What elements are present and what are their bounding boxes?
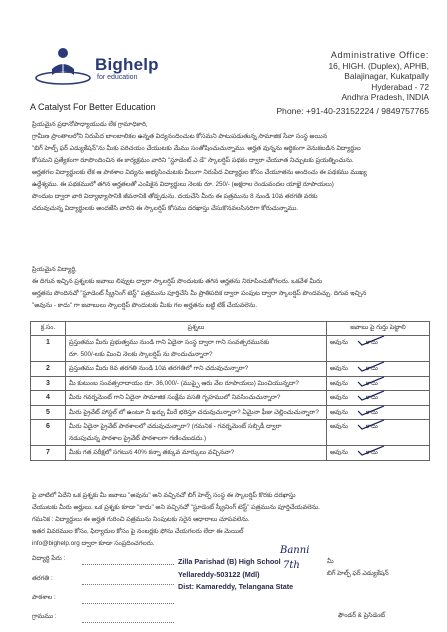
no-option[interactable]: [366, 447, 378, 459]
office-address: [219, 50, 429, 103]
text-line: అర్హతను పొందినచో "స్టూడెంట్ స్క్రీనింగ్ టెస్ట్" పత్రమును పూర్తిచేసి మీ ప్రాతిపదిక ద్వారా పంపుట ద్వారా స్కాలర్షిప్ పొందవచ్చు. దిగువ ఇచ్చిన: [32, 290, 367, 297]
question-line: ప్రస్తుతము మీరు ప్రభుత్వము నుండి గాని ఏదైనా సంస్థ ద్వారా గాని సంవత్సరమునకు: [69, 339, 270, 346]
phone-numbers: Phone: +91-40-23152224 / 9849757765: [276, 106, 429, 116]
answer-cell[interactable]: [327, 446, 430, 461]
yes-option[interactable]: అవును: [330, 339, 348, 346]
no-label: కాదు: [365, 339, 378, 346]
question-cell: [66, 362, 327, 377]
address-line: Balajinagar, Kukatpally: [344, 71, 429, 82]
row-number: 4: [31, 391, 66, 406]
tick-mark-icon: [357, 444, 385, 456]
row-number: 6: [31, 420, 66, 446]
stamp-line: Yellareddy-503122 (Mdl): [178, 569, 260, 579]
text-line: ఇతర వివరముల కోసం, ఫిర్యాదుల కోసం పై నంబర్లకు ఫోను చేయగలరు లేదా ఈ మెయిల్: [32, 528, 244, 535]
no-option[interactable]: [366, 363, 378, 375]
address-line: 16, HIGH. (Duplex), APHB,: [328, 60, 429, 71]
text-line: ప్రియమైన ప్రధానోపాధ్యాయుడు లేక గ్రామాధికారి,: [32, 121, 148, 128]
school-stamp: [178, 556, 293, 594]
text-line: గ్రామీణ ప్రాంతాలలోని నిరుపేద బాలబాలికల ఉన్నత విద్యనందించుట కోసమని పాటుపడుతున్న సామాజిక సేవా సంస్థ అయిన: [32, 133, 328, 140]
address-line: Hyderabad - 72: [371, 81, 429, 92]
text-line: అర్హతగల విద్యార్థులకు లేక ఆ పాఠశాల విద్యను అభ్యసించుటకు వీలుగా నిరుపేద విద్యార్థుల కోసం చేయూతను అందించు ఈ పథకము ముఖ్య: [32, 169, 367, 176]
school-line[interactable]: [82, 603, 174, 604]
question-line: నడుపుచున్న పాఠశాల ప్రైవేట్ పాఠశాలగా గణించబడదు.): [69, 434, 207, 442]
answer-cell[interactable]: [327, 420, 430, 446]
text-line: ప్రియమైన విద్యార్థి,: [32, 266, 77, 273]
text-line: info@bighelp.org ద్వారా కూడా సంప్రదించగలరు.: [32, 540, 155, 547]
closing-paragraph: [32, 490, 427, 550]
eligibility-table: [30, 321, 430, 461]
no-option[interactable]: [366, 392, 378, 404]
col-questions: ప్రశ్నలు: [66, 322, 327, 336]
no-label: కాదు: [365, 394, 378, 401]
brand-subtitle: for education: [97, 74, 138, 81]
question-cell: [66, 405, 327, 420]
no-label: కాదు: [365, 408, 378, 416]
col-answer: జవాబు పై గుర్తు పెట్టాలి: [327, 322, 430, 336]
brand-name: Bighelp: [95, 55, 159, 74]
question-line: మీరు గవర్నమెంట్ గాని ఏదైనా సామాజిక సంక్షేమ వసతి గృహములో నివసించుచున్నారా?: [69, 394, 281, 401]
yes-option[interactable]: అవును: [330, 394, 348, 401]
question-line: ప్రస్తుతము మీరు 8వ తరగతి నుండి 10వ తరగతిలో గాని చదువుచున్నారా?: [69, 365, 249, 372]
village-line[interactable]: [82, 622, 174, 623]
class-label: తరగతి :: [32, 575, 53, 582]
no-option[interactable]: [366, 407, 378, 419]
stamp-line: Zilla Parishad (B) High School: [178, 557, 281, 566]
question-cell: [66, 420, 327, 446]
school-label: పాఠశాల :: [32, 594, 56, 601]
question-line: మీకు గత పరీక్షలో సగటున 40% కన్నా తక్కువ మార్కులు వచ్చినవా?: [69, 449, 235, 456]
row-number: 3: [31, 376, 66, 391]
yes-option[interactable]: అవును: [330, 379, 348, 387]
text-line: ఉద్దేశ్యము. ఈ పథకములో తగిన అర్హతలతో ఎంపికైన విద్యార్థులు నెలకు రూ. 250/- (అక్షరాల రెండువందల యాభై రూపాయలు): [32, 181, 334, 188]
row-number: 2: [31, 362, 66, 377]
handwritten-name: Banni: [280, 545, 310, 556]
tick-mark-icon: [357, 360, 385, 372]
tick-mark-icon: [357, 375, 385, 387]
no-option[interactable]: [366, 337, 378, 349]
question-line: రూ. 500/-లకు మించి నెలకు స్కాలర్షిప్ ను పొందుచున్నారా?: [69, 350, 213, 358]
sign-line: బిగ్ హెల్ప్ ఫర్ ఎడ్యుకేషన్: [327, 570, 389, 577]
address-line: Andhra Pradesh, INDIA: [341, 92, 429, 103]
no-label: కాదు: [365, 449, 378, 456]
bighelp-logo-icon: [34, 45, 92, 85]
handwritten-class: 7th: [283, 560, 300, 571]
text-line: గమనిక : విద్యార్థులు ఈ అర్హత గురించి పత్రమును నింపుటకు సరైన ఆధారాలు చూపవలెను.: [32, 516, 250, 523]
text-line: చదువుచున్న విద్యార్థులకు అందజేసి వారిని ఈ స్కాలర్షిప్ కోసము దరఖాస్తు చేసుకొనవలసినదిగా కోరుచున్నాము.: [32, 205, 299, 212]
no-label: కాదు: [365, 423, 378, 430]
table-row: [31, 446, 430, 461]
tick-mark-icon: [357, 404, 385, 416]
tick-mark-icon: [357, 334, 385, 346]
question-line: మీ కుటుంబ సంవత్సరాదాయం రూ. 36,000/- (ముప్పై ఆరు వేల రూపాయలు) మించియున్నదా?: [69, 379, 299, 387]
student-paragraph: [32, 264, 427, 312]
row-number: 5: [31, 405, 66, 420]
question-line: మీరు ప్రైవేట్ హాస్టల్ లో ఉంటూ నీ ఖర్చు మీరే భరిస్తూ చదువుచున్నారా? ఏమైనా ఫీజు చెల్లించుచున్నారా?: [69, 408, 319, 416]
table-row: [31, 336, 430, 362]
no-label: కాదు: [365, 379, 378, 387]
tick-mark-icon: [357, 418, 385, 430]
text-line: "బిగ్ హెల్ప్ ఫర్ ఎడ్యుకేషన్"ను మీకు పరిచయం చేయుటకు మేము సంతోషించుచున్నాము. అర్హత వున్నను ఆర్థికంగా వెనుకబడిన విద్యార్థుల: [32, 145, 361, 152]
text-line: పై వాటిలో ఏదేని ఒక ప్రశ్నకు మీ జవాబు "అవును" అని వచ్చినచో బిగ్ హెల్ప్ సంస్థ ఈ స్కాలర్షిప్ కొరకు దరఖాస్తు: [32, 492, 296, 499]
question-cell: [66, 391, 327, 406]
class-line[interactable]: [82, 584, 174, 585]
sign-line: మీ: [327, 558, 334, 565]
yes-option[interactable]: అవును: [330, 408, 348, 416]
question-cell: [66, 446, 327, 461]
no-label: కాదు: [365, 365, 378, 372]
yes-option[interactable]: అవును: [330, 449, 348, 456]
yes-option[interactable]: అవును: [330, 365, 348, 372]
text-line: "అవును - కాదు" గా జవాబులు స్కాలర్షిప్ పొందుటకు మీకు గల అర్హతను బట్టి టిక్ చేయవలెను.: [32, 302, 258, 309]
founder-title: ఫౌండర్ & ప్రెసిడెంట్: [338, 612, 386, 619]
answer-cell[interactable]: [327, 336, 430, 362]
question-cell: [66, 376, 327, 391]
col-serial: క్ర.సం.: [31, 322, 66, 336]
tagline: A Catalyst For Better Education: [30, 102, 156, 112]
text-line: చేయుటకు మీరు అర్హులు. ఒక ప్రశ్నకు కూడా "కాదు" అని వచ్చినచో "స్టూడెంట్ స్క్రీనింగ్ టెస్ట్" పత్రమును పూర్తిచేయవలెను.: [32, 504, 320, 511]
intro-paragraph: [32, 119, 427, 215]
student-name-line[interactable]: [82, 564, 174, 565]
stamp-line: Dist: Kamareddy, Telangana State: [178, 582, 294, 591]
question-cell: [66, 336, 327, 362]
signature-block: [327, 556, 389, 580]
no-option[interactable]: [366, 378, 378, 390]
row-number: 7: [31, 446, 66, 461]
row-number: 1: [31, 336, 66, 362]
student-name-label: విద్యార్థి పేరు :: [32, 555, 66, 562]
text-line: కోసమని ప్రత్యేకంగా రూపొందించిన ఈ కార్యక్రమం వారిని "స్టూడెంట్ ఎ డే" స్కాలర్షిప్ పథకం ద్వారా చేయూత నిచ్చుటకు ప్రయత్నించును.: [32, 157, 354, 164]
village-label: గ్రామము :: [32, 613, 57, 620]
office-title: Administrative Office:: [330, 50, 429, 60]
text-line: ఈ దిగువ ఇచ్చిన ప్రశ్నలకు జవాబు లివ్వుట ద్వారా స్కాలర్షిప్ పొందుటకు తగిన అర్హతను నిరూపించుకోగలరు. ఒకవేళ మీరు: [32, 278, 323, 285]
question-line: మీరు ఏదైనా ప్రైవేట్ పాఠశాలలో చదువుచున్నారా? (గమనిక - గవర్నమెంట్ సబ్సిడీ ద్వారా: [69, 423, 282, 430]
yes-option[interactable]: అవును: [330, 423, 348, 430]
text-line: పొందుట ద్వారా వారి విద్యాభ్యాసానికి జీవనానికి తోడ్పడును. దయచేసి మీరు ఈ పత్రమును 8 నుండి 10వ తరగతి వరకు: [32, 193, 318, 200]
table-row: [31, 420, 430, 446]
tick-mark-icon: [357, 389, 385, 401]
no-option[interactable]: [366, 421, 378, 433]
